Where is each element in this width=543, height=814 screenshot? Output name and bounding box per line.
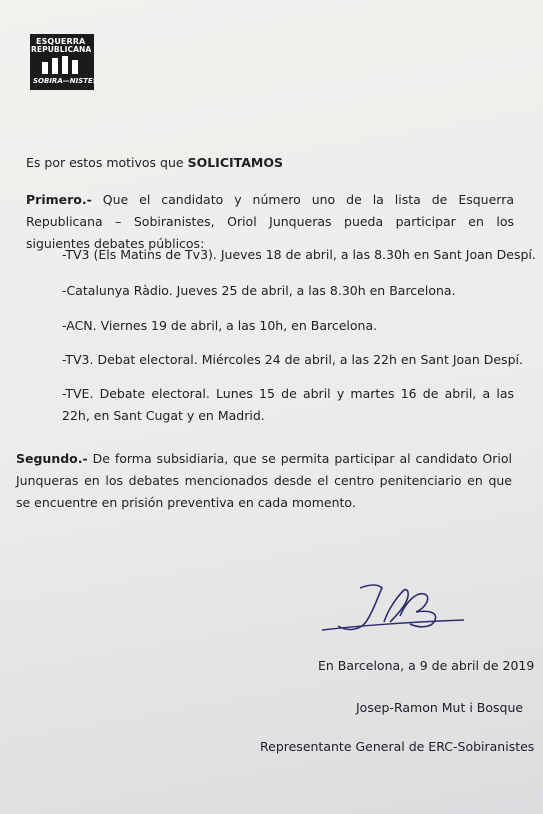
logo-bars-icon <box>40 56 84 74</box>
debate-item: -Catalunya Ràdio. Jueves 25 de abril, a las 8.30h en Barcelona. <box>62 283 456 298</box>
handwritten-signature <box>318 576 468 636</box>
logo-line-1: ESQUERRA <box>36 37 86 46</box>
primero-label: Primero.- <box>26 192 92 207</box>
primero-text: Que el candidato y número uno de la lista de Esquerra Republicana – Sobiranistes, Oriol Junqueras pueda participar en los siguientes debates públicos: <box>26 192 514 251</box>
intro-text: Es por estos motivos que <box>26 155 188 170</box>
debate-item: -TVE. Debate electoral. Lunes 15 de abril y martes 16 de abril, a las 22h, en Sant Cugat y en Madrid. <box>62 386 514 423</box>
segundo-paragraph <box>16 448 512 514</box>
logo-line-2: REPUBLICANA <box>31 45 92 54</box>
segundo-text: De forma subsidiaria, que se permita participar al candidato Oriol Junqueras en los debates mencionados desde el centro penitenciario en que se encuentre en prisión preventiva en cada momento. <box>16 451 512 510</box>
signer-role: Representante General de ERC-Sobiranistes <box>260 739 535 754</box>
place-date: En Barcelona, a 9 de abril de 2019 <box>318 658 535 673</box>
logo-line-3: SOBIRA—NISTES <box>33 77 98 85</box>
segundo-label: Segundo.- <box>16 451 88 466</box>
debate-item: -TV3. Debat electoral. Miércoles 24 de abril, a las 22h en Sant Joan Despí. <box>62 352 523 367</box>
primero-paragraph <box>26 189 514 255</box>
signer-name: Josep-Ramon Mut i Bosque <box>356 700 524 715</box>
intro-line <box>26 155 283 171</box>
intro-bold: SOLICITAMOS <box>187 155 283 170</box>
debate-item: -ACN. Viernes 19 de abril, a las 10h, en Barcelona. <box>62 318 378 333</box>
erc-logo <box>30 34 98 90</box>
debate-item: -TV3 (Els Matins de Tv3). Jueves 18 de abril, a las 8.30h en Sant Joan Despí. <box>62 247 536 262</box>
